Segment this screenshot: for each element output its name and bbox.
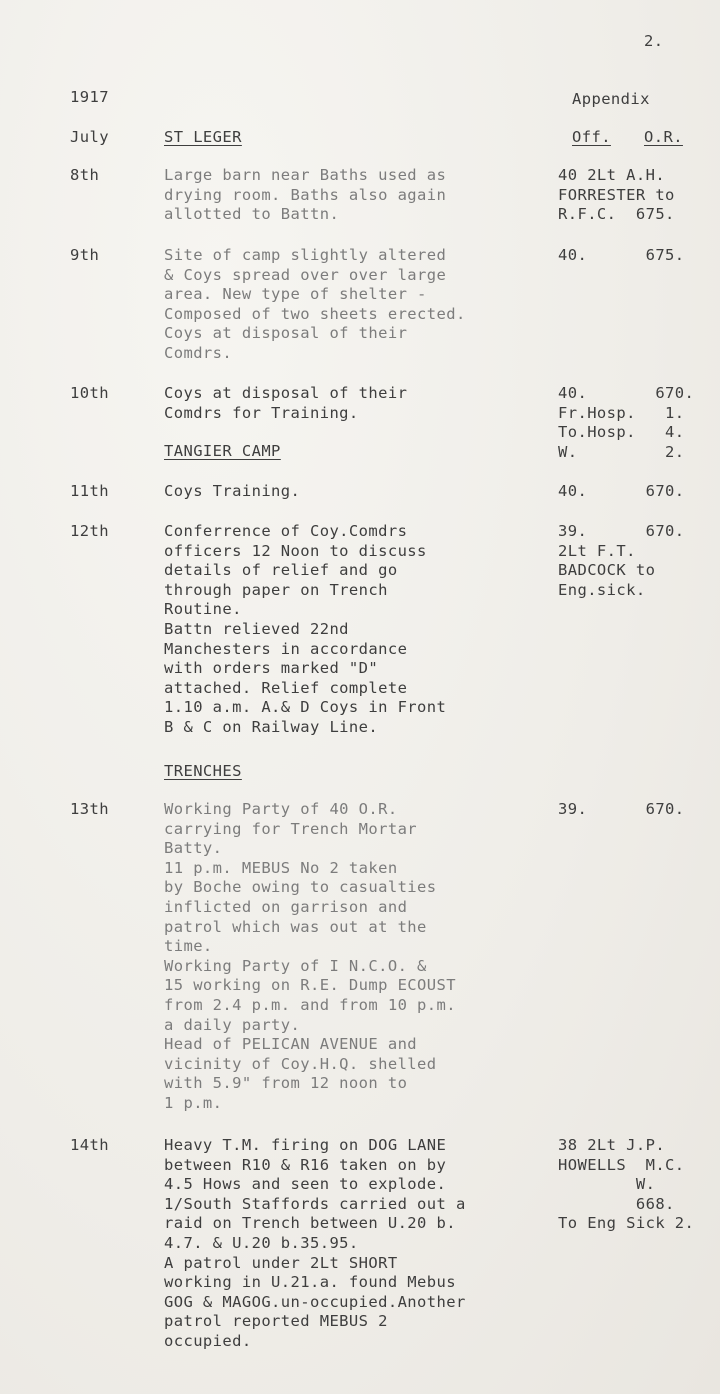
entry-text-12th: Conferrence of Coy.Comdrs officers 12 Noon to discuss details of relief and go through paper on Trench Routine. Battn relieved 22nd Manchesters in accordance with orders marked "D" attached. Relief complete 1.10 a.m. A.& D Coys in Front B & C on Railway Line. [164, 522, 447, 736]
section-st-leger: ST LEGER [164, 128, 242, 146]
entry-text-14th: Heavy T.M. firing on DOG LANE between R10 & R16 taken on by 4.5 Hows and seen to explode. 1/South Staffords carried out a raid on Trench between U.20 b. 4.7. & U.20 b.35.95. A patrol under 2Lt SHORT working in U.21.a. found Mebus GOG & MAGOG.un-occupied.Another patrol reported MEBUS 2 occupied. [164, 1136, 466, 1350]
entry-date-11th: 11th [70, 482, 109, 500]
entry-date-13th: 13th [70, 800, 109, 818]
entry-date-10th: 10th [70, 384, 109, 402]
column-other-ranks: O.R. [644, 128, 683, 146]
entry-strength-14th: 38 2Lt J.P. HOWELLS M.C. W. 668. To Eng Sick 2. [558, 1136, 695, 1233]
entry-text-9th: Site of camp slightly altered & Coys spread over over large area. New type of shelter - Composed of two sheets erected. Coys at disposal of their Comdrs. [164, 246, 466, 362]
section-trenches: TRENCHES [164, 762, 242, 780]
month: July [70, 128, 109, 146]
entry-text-13th: Working Party of 40 O.R. carrying for Trench Mortar Batty. 11 p.m. MEBUS No 2 taken by Boche owing to casualties inflicted on garrison and patrol which was out at the time. Working Party of I N.C.O. & 15 working on R.E. Dump ECOUST from 2.4 p.m. and from 10 p.m. a daily party. Head of PELICAN AVENUE and vicinity of Coy.H.Q. shelled with 5.9" from 12 noon to 1 p.m. [164, 800, 456, 1112]
entry-text-11th: Coys Training. [164, 482, 301, 500]
column-officers: Off. [572, 128, 611, 146]
page-number: 2. [644, 32, 664, 50]
entry-text-10th: Coys at disposal of their Comdrs for Training. [164, 384, 408, 422]
entry-strength-11th: 40. 670. [558, 482, 685, 500]
entry-date-12th: 12th [70, 522, 109, 540]
entry-strength-13th: 39. 670. [558, 800, 685, 818]
entry-date-9th: 9th [70, 246, 100, 264]
appendix-label: Appendix [572, 90, 650, 108]
year: 1917 [70, 88, 109, 106]
entry-strength-9th: 40. 675. [558, 246, 685, 264]
entry-date-14th: 14th [70, 1136, 109, 1154]
entry-text-8th: Large barn near Baths used as drying room. Baths also again allotted to Battn. [164, 166, 447, 224]
entry-strength-10th: 40. 670. Fr.Hosp. 1. To.Hosp. 4. W. 2. [558, 384, 695, 461]
section-tangier-camp: TANGIER CAMP [164, 442, 281, 460]
entry-date-8th: 8th [70, 166, 100, 184]
entry-strength-12th: 39. 670. 2Lt F.T. BADCOCK to Eng.sick. [558, 522, 685, 599]
entry-strength-8th: 40 2Lt A.H. FORRESTER to R.F.C. 675. [558, 166, 675, 224]
